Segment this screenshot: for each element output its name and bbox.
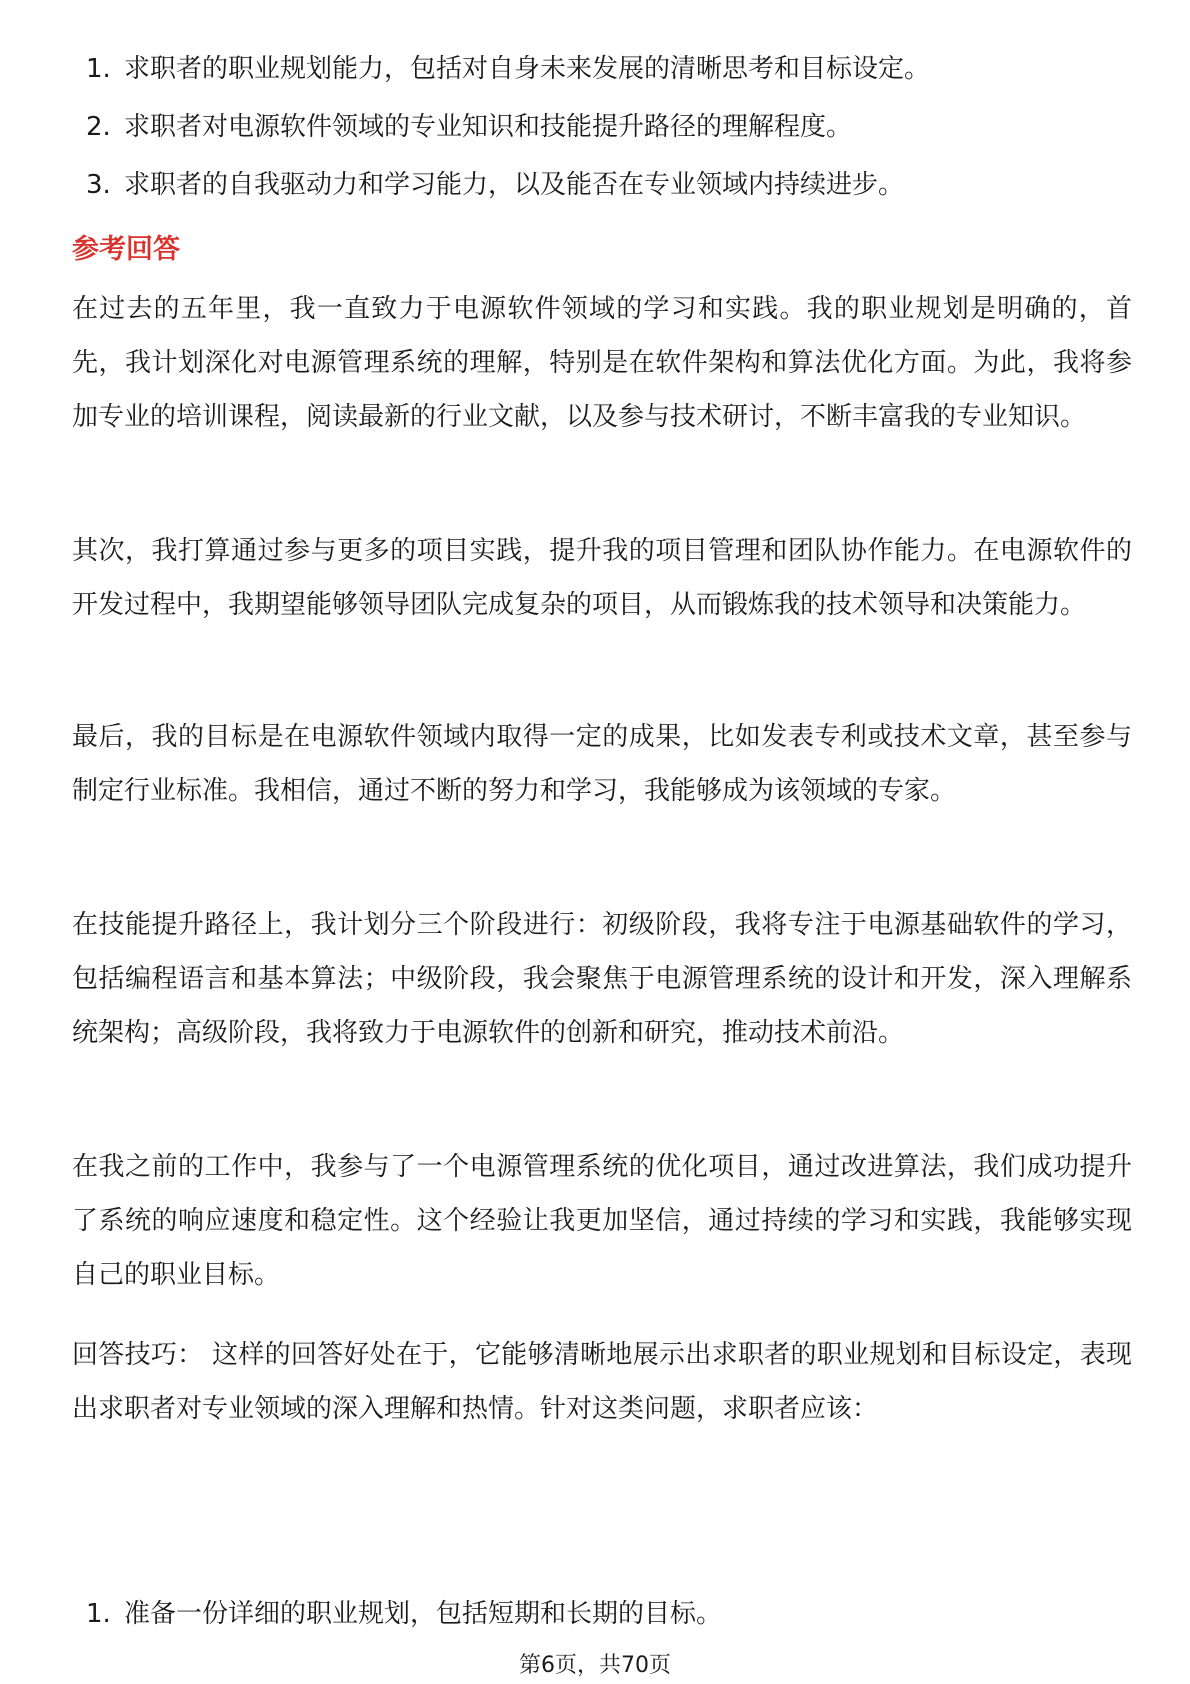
list-number: 2. [86,112,111,142]
paragraph: 在技能提升路径上，我计划分三个阶段进行：初级阶段，我将专注于电源基础软件的学习，包括编程语言和基本算法；中级阶段，我会聚焦于电源管理系统的设计和开发，深入理解系统架构；高级阶段，我将致力于电源软件的创新和研究，推动技术前沿。 [72,910,1132,1048]
paragraph: 在我之前的工作中，我参与了一个电源管理系统的优化项目，通过改进算法，我们成功提升了系统的响应速度和稳定性。这个经验让我更加坚信，通过持续的学习和实践，我能够实现自己的职业目标。 [72,1152,1132,1290]
list-number: 1. [86,1599,111,1629]
tips-list [72,1585,1132,1643]
list-text: 求职者的自我驱动力和学习能力，以及能否在专业领域内持续进步。 [124,170,905,200]
page-number-footer: 第6页，共70页 [519,1653,671,1678]
paragraph: 其次，我打算通过参与更多的项目实践，提升我的项目管理和团队协作能力。在电源软件的开发过程中，我期望能够领导团队完成复杂的项目，从而锻炼我的技术领导和决策能力。 [72,536,1132,620]
list-item [72,40,1132,98]
list-text: 求职者对电源软件领域的专业知识和技能提升路径的理解程度。 [124,112,853,142]
list-item [72,1585,1132,1643]
section-heading: 参考回答 [72,234,180,265]
list-number: 3. [86,170,111,200]
paragraph: 最后，我的目标是在电源软件领域内取得一定的成果，比如发表专利或技术文章，甚至参与制定行业标准。我相信，通过不断的努力和学习，我能够成为该领域的专家。 [72,722,1132,806]
assessment-points-list [72,40,1132,214]
list-text: 准备一份详细的职业规划，包括短期和长期的目标。 [124,1599,723,1629]
list-number: 1. [86,54,111,84]
list-item [72,98,1132,156]
list-text: 求职者的职业规划能力，包括对自身未来发展的清晰思考和目标设定。 [124,54,931,84]
paragraph: 在过去的五年里，我一直致力于电源软件领域的学习和实践。我的职业规划是明确的，首先，我计划深化对电源管理系统的理解，特别是在软件架构和算法优化方面。为此，我将参加专业的培训课程，阅读最新的行业文献，以及参与技术研讨，不断丰富我的专业知识。 [72,294,1132,432]
list-item [72,156,1132,214]
paragraph-tips: 回答技巧： 这样的回答好处在于，它能够清晰地展示出求职者的职业规划和目标设定，表现出求职者对专业领域的深入理解和热情。针对这类问题，求职者应该： [72,1340,1132,1424]
